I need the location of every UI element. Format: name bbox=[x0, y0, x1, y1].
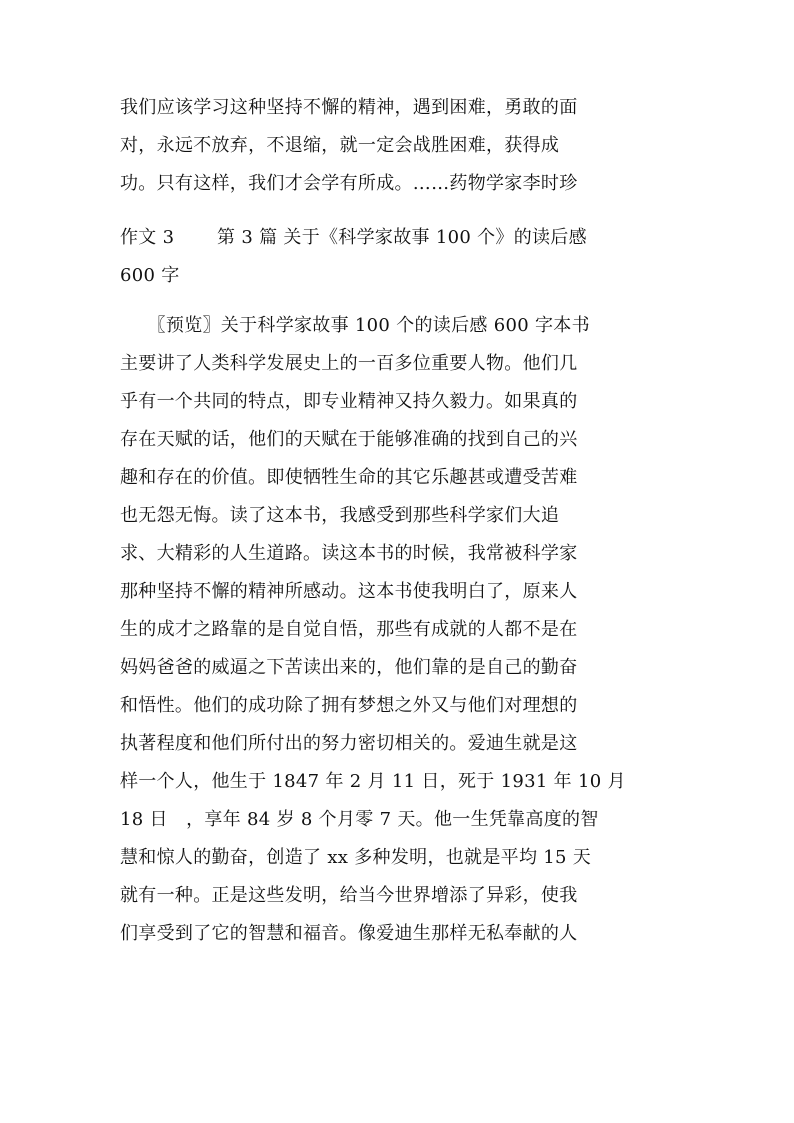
text-line: 慧和惊人的勤奋，创造了 xx 多种发明，也就是平均 15 天 bbox=[120, 847, 592, 868]
text-line: 和悟性。他们的成功除了拥有梦想之外又与他们对理想的 bbox=[120, 695, 578, 716]
text-line: 趣和存在的价值。即使牺牲生命的其它乐趣甚或遭受苦难 bbox=[120, 467, 578, 488]
text-line: 我们应该学习这种坚持不懈的精神，遇到困难，勇敢的面 bbox=[120, 97, 578, 118]
text-line: 对，永远不放弃，不退缩，就一定会战胜困难，获得成 bbox=[120, 135, 560, 156]
text-line: 功。只有这样，我们才会学有所成。……药物学家李时珍 bbox=[120, 173, 578, 194]
text-line: 乎有一个共同的特点，即专业精神又持久毅力。如果真的 bbox=[120, 391, 578, 412]
text-line: 执著程度和他们所付出的努力密切相关的。爱迪生就是这 bbox=[120, 733, 578, 754]
text-line: 存在天赋的话，他们的天赋在于能够准确的找到自己的兴 bbox=[120, 429, 578, 450]
text-line: 妈妈爸爸的威逼之下苦读出来的，他们靠的是自己的勤奋 bbox=[120, 657, 578, 678]
text-line: 主要讲了人类科学发展史上的一百多位重要人物。他们几 bbox=[120, 353, 578, 374]
text-line: 作文 3 第 3 篇 关于《科学家故事 100 个》的读后感 bbox=[120, 227, 587, 248]
text-line: 求、大精彩的人生道路。读这本书的时候，我常被科学家 bbox=[120, 543, 578, 564]
text-line: 生的成才之路靠的是自觉自悟，那些有成就的人都不是在 bbox=[120, 619, 578, 640]
text-line: 也无怨无悔。读了这本书，我感受到那些科学家们大追 bbox=[120, 505, 560, 526]
text-line: 600 字 bbox=[120, 265, 180, 286]
text-line: 〖预览〗关于科学家故事 100 个的读后感 600 字本书 bbox=[120, 315, 590, 336]
text-line: 样一个人，他生于 1847 年 2 月 11 日，死于 1931 年 10 月 bbox=[120, 771, 626, 792]
text-line: 们享受到了它的智慧和福音。像爱迪生那样无私奉献的人 bbox=[120, 923, 578, 944]
text-line: 18 日 ，享年 84 岁 8 个月零 7 天。他一生凭靠高度的智 bbox=[120, 809, 599, 830]
text-line: 就有一种。正是这些发明，给当今世界增添了异彩，使我 bbox=[120, 885, 578, 906]
text-line: 那种坚持不懈的精神所感动。这本书使我明白了，原来人 bbox=[120, 581, 578, 602]
